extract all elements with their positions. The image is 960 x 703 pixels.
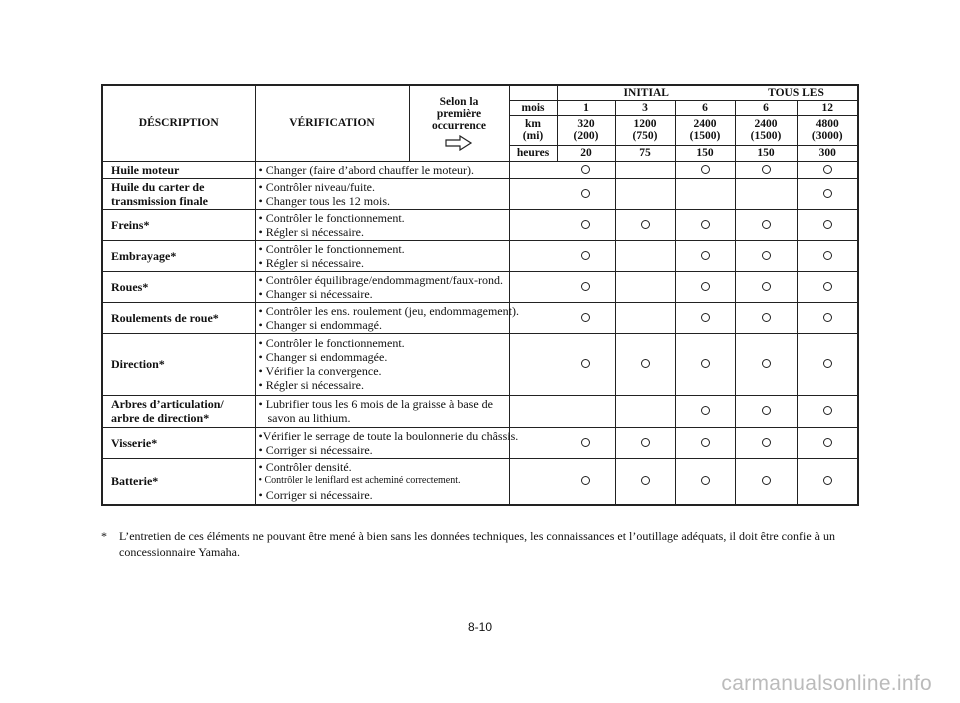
interval-mi-value: (750) — [632, 130, 658, 142]
interval-mark-cell — [797, 333, 858, 395]
interval-mark-cell — [557, 178, 615, 209]
row-description — [102, 209, 255, 240]
description-line: Arbres d’articulation/ — [111, 397, 224, 411]
footnote-star: * — [101, 529, 107, 543]
interval-month-0: 1 — [557, 100, 615, 115]
verification-line: • Lubrifier tous les 6 mois de la graisse à base de — [258, 397, 493, 411]
interval-mark-cell — [735, 458, 797, 505]
interval-mark-cell — [557, 333, 615, 395]
interval-mark-cell — [735, 178, 797, 209]
interval-km-3 — [735, 115, 797, 145]
description-line: Huile du carter de — [111, 179, 205, 194]
header-tous-les: TOUS LES — [735, 85, 858, 100]
row-verification — [255, 240, 509, 271]
unit-column-cell — [509, 240, 557, 271]
circle-icon — [823, 476, 832, 485]
circle-icon — [762, 313, 771, 322]
circle-icon — [701, 438, 710, 447]
circle-icon — [701, 282, 710, 291]
row-description — [102, 161, 255, 178]
header-verification: VÉRIFICATION — [255, 85, 409, 161]
footnote — [101, 528, 871, 560]
interval-mark-cell — [797, 178, 858, 209]
hollow-right-arrow-icon — [445, 135, 473, 151]
interval-mark-cell — [797, 395, 858, 427]
circle-icon — [701, 251, 710, 260]
circle-icon — [823, 282, 832, 291]
interval-mark-cell — [615, 161, 675, 178]
circle-icon — [641, 359, 650, 368]
interval-mark-cell — [735, 161, 797, 178]
unit-column-cell — [509, 209, 557, 240]
circle-icon — [581, 251, 590, 260]
interval-mark-cell — [615, 209, 675, 240]
verification-line: • Contrôler le fonctionnement. — [258, 210, 405, 225]
circle-icon — [581, 189, 590, 198]
table-row — [102, 395, 858, 427]
circle-icon — [701, 313, 710, 322]
interval-mark-cell — [557, 240, 615, 271]
verification-line: • Changer tous les 12 mois. — [258, 193, 391, 208]
interval-km-2 — [675, 115, 735, 145]
unit-column-cell — [509, 458, 557, 505]
interval-mark-cell — [735, 395, 797, 427]
maintenance-table — [101, 84, 859, 506]
unit-mi-label: (mi) — [522, 130, 544, 142]
verification-line: • Contrôler le fonctionnement. — [258, 241, 405, 256]
table-row — [102, 427, 858, 458]
header-description: DÉSCRIPTION — [102, 85, 255, 161]
interval-mark-cell — [615, 240, 675, 271]
row-verification — [255, 333, 509, 395]
verification-line: savon au lithium. — [267, 411, 351, 425]
interval-mark-cell — [735, 271, 797, 302]
verification-line: • Régler si nécessaire. — [258, 378, 364, 392]
verification-line: • Contrôler équilibrage/endommagment/faux-rond. — [258, 272, 503, 287]
interval-mark-cell — [797, 427, 858, 458]
table-row — [102, 240, 858, 271]
interval-month-1: 3 — [615, 100, 675, 115]
row-verification — [255, 395, 509, 427]
interval-mark-cell — [557, 395, 615, 427]
interval-mark-cell — [557, 209, 615, 240]
unit-column-cell — [509, 271, 557, 302]
interval-mark-cell — [797, 240, 858, 271]
interval-hours-3: 150 — [735, 145, 797, 161]
description-line: Batterie* — [111, 474, 159, 489]
interval-mi-value: (1500) — [689, 130, 721, 142]
circle-icon — [581, 359, 590, 368]
verification-line: • Changer si endommagé. — [258, 317, 383, 332]
interval-mark-cell — [675, 271, 735, 302]
interval-hours-4: 300 — [797, 145, 858, 161]
unit-km-label: km — [525, 118, 541, 130]
interval-km-0 — [557, 115, 615, 145]
circle-icon — [823, 251, 832, 260]
row-verification — [255, 209, 509, 240]
verification-line: • Changer si nécessaire. — [258, 286, 373, 301]
description-line: Roues* — [111, 279, 149, 294]
interval-mark-cell — [735, 302, 797, 333]
circle-icon — [762, 251, 771, 260]
table-row — [102, 458, 858, 505]
interval-mark-cell — [735, 240, 797, 271]
table-row — [102, 161, 858, 178]
interval-mark-cell — [615, 302, 675, 333]
interval-km-1 — [615, 115, 675, 145]
circle-icon — [823, 313, 832, 322]
circle-icon — [762, 406, 771, 415]
row-description — [102, 458, 255, 505]
circle-icon — [701, 220, 710, 229]
table-row — [102, 209, 858, 240]
unit-heures: heures — [509, 145, 557, 161]
interval-km-value: 1200 — [633, 118, 657, 130]
interval-mark-cell — [557, 302, 615, 333]
interval-km-value: 320 — [577, 118, 595, 130]
verification-line: • Changer si endommagée. — [258, 350, 388, 364]
interval-mark-cell — [735, 333, 797, 395]
circle-icon — [823, 438, 832, 447]
row-verification — [255, 271, 509, 302]
interval-km-value: 2400 — [754, 118, 778, 130]
first-occurrence-line3: occurrence — [431, 119, 487, 132]
interval-mark-cell — [797, 458, 858, 505]
interval-mark-cell — [557, 161, 615, 178]
circle-icon — [823, 189, 832, 198]
verification-line: • Corriger si nécessaire. — [258, 442, 373, 457]
interval-mark-cell — [735, 427, 797, 458]
interval-mark-cell — [675, 333, 735, 395]
interval-mark-cell — [615, 458, 675, 505]
interval-mark-cell — [797, 209, 858, 240]
interval-mark-cell — [675, 302, 735, 333]
interval-mark-cell — [675, 209, 735, 240]
circle-icon — [641, 220, 650, 229]
header-initial: INITIAL — [557, 85, 735, 100]
interval-mark-cell — [615, 427, 675, 458]
row-verification — [255, 178, 509, 209]
row-description — [102, 395, 255, 427]
verification-line: • Contrôler les ens. roulement (jeu, endommagement). — [258, 303, 519, 318]
interval-mi-value: (3000) — [811, 130, 843, 142]
first-occurrence-line1: Selon la — [439, 95, 479, 108]
page-number: 8-10 — [467, 620, 493, 634]
first-occurrence-line2: première — [436, 107, 482, 120]
interval-mi-value: (200) — [573, 130, 599, 142]
circle-icon — [641, 438, 650, 447]
footnote-text: L’entretien de ces éléments ne pouvant être mené à bien sans les données techniques, les connaissances et l’outillage adéquats, il doit être confie à un concessionnaire Yamaha. — [119, 529, 835, 559]
interval-mark-cell — [615, 395, 675, 427]
interval-hours-0: 20 — [557, 145, 615, 161]
verification-line: • Régler si nécessaire. — [258, 255, 364, 270]
unit-column-cell — [509, 178, 557, 209]
interval-month-2: 6 — [675, 100, 735, 115]
circle-icon — [581, 220, 590, 229]
interval-mark-cell — [797, 302, 858, 333]
interval-km-value: 4800 — [815, 118, 839, 130]
interval-mark-cell — [557, 427, 615, 458]
circle-icon — [823, 165, 832, 174]
interval-mark-cell — [675, 458, 735, 505]
interval-mark-cell — [557, 271, 615, 302]
circle-icon — [762, 282, 771, 291]
interval-mi-value: (1500) — [750, 130, 782, 142]
description-line: Roulements de roue* — [111, 310, 219, 325]
table-row — [102, 271, 858, 302]
circle-icon — [581, 476, 590, 485]
unit-column-cell — [509, 161, 557, 178]
unit-km — [509, 115, 557, 145]
description-line: Visserie* — [111, 435, 158, 450]
interval-mark-cell — [797, 161, 858, 178]
verification-line: • Vérifier la convergence. — [258, 364, 382, 378]
row-verification — [255, 302, 519, 333]
row-description — [102, 427, 255, 458]
circle-icon — [581, 313, 590, 322]
interval-km-4 — [797, 115, 858, 145]
interval-mark-cell — [797, 271, 858, 302]
table-row — [102, 178, 858, 209]
row-verification — [255, 427, 519, 458]
circle-icon — [581, 438, 590, 447]
description-line: Direction* — [111, 357, 165, 371]
row-description — [102, 302, 255, 333]
verification-line: •Vérifier le serrage de toute la boulonnerie du châssis. — [258, 428, 519, 443]
circle-icon — [762, 165, 771, 174]
verification-line: • Corriger si nécessaire. — [258, 488, 373, 503]
circle-icon — [581, 282, 590, 291]
verification-line: • Contrôler densité. — [258, 460, 352, 475]
interval-mark-cell — [615, 333, 675, 395]
circle-icon — [701, 165, 710, 174]
circle-icon — [701, 359, 710, 368]
circle-icon — [581, 165, 590, 174]
description-line: Huile moteur — [111, 162, 180, 177]
circle-icon — [762, 220, 771, 229]
interval-mark-cell — [675, 178, 735, 209]
unit-column-cell — [509, 333, 557, 395]
interval-month-4: 12 — [797, 100, 858, 115]
interval-mark-cell — [735, 209, 797, 240]
table-row — [102, 302, 858, 333]
interval-mark-cell — [675, 427, 735, 458]
description-line: transmission finale — [111, 193, 209, 208]
interval-hours-2: 150 — [675, 145, 735, 161]
row-description — [102, 271, 255, 302]
verification-line: • Contrôler le fonctionnement. — [258, 336, 405, 350]
interval-mark-cell — [557, 458, 615, 505]
unit-mois: mois — [509, 100, 557, 115]
circle-icon — [762, 476, 771, 485]
verification-line: • Régler si nécessaire. — [258, 224, 364, 239]
description-line: arbre de direction* — [111, 411, 210, 425]
verification-line: • Contrôler niveau/fuite. — [258, 179, 376, 194]
circle-icon — [823, 220, 832, 229]
interval-month-3: 6 — [735, 100, 797, 115]
circle-icon — [701, 476, 710, 485]
circle-icon — [762, 359, 771, 368]
interval-mark-cell — [675, 240, 735, 271]
description-line: Embrayage* — [111, 248, 177, 263]
interval-mark-cell — [615, 271, 675, 302]
circle-icon — [823, 359, 832, 368]
row-verification — [255, 458, 509, 505]
table-row — [102, 333, 858, 395]
watermark: carmanualsonline.info — [721, 672, 932, 695]
circle-icon — [823, 406, 832, 415]
row-description — [102, 178, 255, 209]
circle-icon — [701, 406, 710, 415]
circle-icon — [641, 476, 650, 485]
row-description — [102, 333, 255, 395]
header-first-occurrence — [409, 85, 509, 161]
interval-mark-cell — [675, 161, 735, 178]
interval-hours-1: 75 — [615, 145, 675, 161]
verification-line: • Contrôler le leniflard est acheminé correctement. — [258, 475, 461, 487]
interval-mark-cell — [675, 395, 735, 427]
row-verification — [255, 161, 509, 178]
row-description — [102, 240, 255, 271]
interval-km-value: 2400 — [693, 118, 717, 130]
verification-line: • Changer (faire d’abord chauffer le moteur). — [258, 162, 475, 177]
circle-icon — [762, 438, 771, 447]
unit-column-cell — [509, 395, 557, 427]
description-line: Freins* — [111, 217, 150, 232]
interval-mark-cell — [615, 178, 675, 209]
